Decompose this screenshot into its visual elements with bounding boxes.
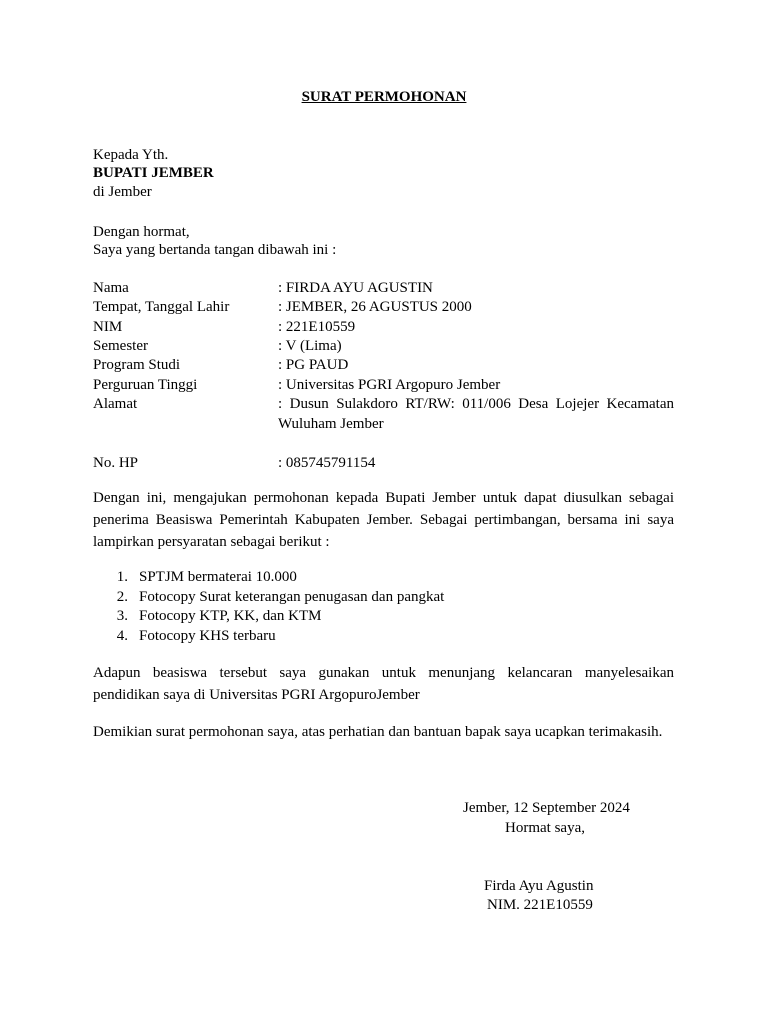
identity-value: : Dusun Sulakdoro RT/RW: 011/006 Desa Lojejer Kecamatan Wuluham Jember [278,396,674,432]
identity-label: Tempat, Tanggal Lahir [93,299,230,315]
identity-value: : Universitas PGRI Argopuro Jember [278,377,501,393]
list-item-text: SPTJM bermaterai 10.000 [139,569,297,585]
purpose-paragraph: Adapun beasiswa tersebut saya gunakan untuk menunjang kelancaran manyelesaikan pendidikan saya di Universitas PGRI ArgopuroJember [93,665,674,703]
list-item-number: 3. [116,608,128,624]
phone-label: No. HP [93,455,139,471]
identity-value: : JEMBER, 26 AGUSTUS 2000 [278,299,472,315]
recipient-salutation: Kepada Yth. [93,147,169,163]
request-paragraph: Dengan ini, mengajukan permohonan kepada Bupati Jember untuk dapat diusulkan sebagai penerima Beasiswa Pemerintah Kabupaten Jember. Sebagai pertimbangan, bersama ini saya lampirkan persyaratan sebagai berikut : [93,490,674,550]
letter-title: SURAT PERMOHONAN [301,89,467,105]
list-item-text: Fotocopy Surat keterangan penugasan dan pangkat [139,588,445,605]
identity-label: Nama [93,280,129,296]
list-item-number: 2. [116,588,128,605]
greeting: Dengan hormat, [93,224,190,240]
signature-name: Firda Ayu Agustin [484,878,594,894]
identity-value: : 221E10559 [278,319,356,335]
signature-place-date: Jember, 12 September 2024 [463,800,630,816]
list-item-text: Fotocopy KHS terbaru [139,627,276,644]
recipient-place: di Jember [93,184,152,200]
closing-paragraph: Demikian surat permohonan saya, atas perhatian dan bantuan bapak saya ucapkan terimakasih. [93,724,663,740]
identity-label: Alamat [93,396,138,412]
list-item-number: 4. [116,627,128,644]
list-item-text: Fotocopy KTP, KK, dan KTM [139,608,322,624]
phone-value: : 085745791154 [278,455,376,471]
identity-label: NIM [93,319,123,335]
identity-label: Program Studi [93,357,181,373]
identity-value: : V (Lima) [278,338,342,354]
identity-value: : FIRDA AYU AGUSTIN [278,280,433,296]
identity-value: : PG PAUD [278,357,349,373]
intro-text: Saya yang bertanda tangan dibawah ini : [93,242,337,258]
signature-regards: Hormat saya, [505,820,585,836]
list-item-number: 1. [116,569,128,585]
recipient-name: BUPATI JEMBER [93,165,214,181]
identity-label: Semester [93,338,148,354]
signature-nim: NIM. 221E10559 [487,897,593,913]
identity-label: Perguruan Tinggi [93,377,198,393]
